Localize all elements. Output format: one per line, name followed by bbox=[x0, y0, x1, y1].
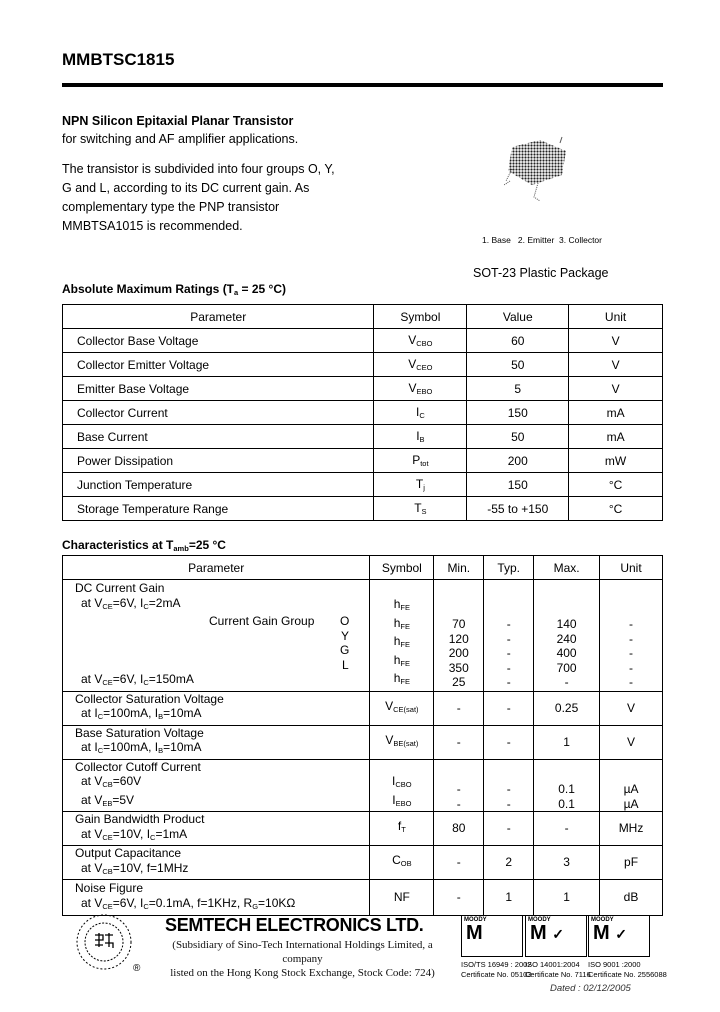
description-line: The transistor is subdivided into four groups O, Y, bbox=[62, 162, 335, 176]
company-name: SEMTECH ELECTRONICS LTD. bbox=[165, 915, 424, 935]
pin-labels: 1. Base 2. Emitter 3. Collector bbox=[482, 235, 602, 245]
table-header-row bbox=[63, 556, 663, 580]
cert-badge-iso-ts16949: MOODY M bbox=[461, 915, 523, 957]
table-row: Storage Temperature Range $T_S$ -55 to +150 °C bbox=[63, 497, 663, 521]
product-subline: for switching and AF amplifier applications. bbox=[62, 132, 299, 146]
absolute-max-ratings-table bbox=[62, 304, 663, 521]
package-name: SOT-23 Plastic Package bbox=[473, 266, 609, 280]
intro-block bbox=[62, 112, 298, 148]
abs-max-title: Absolute Maximum Ratings ($T_a = 25$ °C) bbox=[62, 282, 287, 297]
header-parameter: Parameter bbox=[63, 556, 370, 580]
dated-label: Dated : 02/12/2005 bbox=[550, 983, 631, 994]
cert-label: ISO/TS 16949 : 2002 Certificate No. 05103 bbox=[461, 960, 532, 979]
characteristics-title: Characteristics at $T_{amb}=25$ °C bbox=[62, 538, 226, 553]
table-row-dc-gain: DC Current Gain at $V_{CE}=6V$, $I_C=2mA$ Current Gain Group O Y G L at $V_{CE}=6V$, $I_C=150mA$ $h_{FE}$ $h_{FE}$ $h_{FE}$ $h_{FE}$ $h_{FE}$ 70 120 200 350 25 - - - - - 140 240 400 700 - - - - - - bbox=[63, 580, 663, 692]
header-typ: Typ. bbox=[484, 556, 534, 580]
header-min: Min. bbox=[434, 556, 484, 580]
description bbox=[62, 160, 352, 236]
table-row: Power Dissipation $P_{tot}$ 200 mW bbox=[63, 449, 663, 473]
table-row: Collector Saturation Voltage at $I_C=100mA$, $I_B=10mA$ $V_{CE(sat)}$ - - 0.25 V bbox=[63, 691, 663, 725]
table-row: Collector Base Voltage $V_{CBO}$ 60 V bbox=[63, 329, 663, 353]
cert-label: ISO 9001 :2000 Certificate No. 2556088 bbox=[588, 960, 667, 979]
table-row-cutoff: Collector Cutoff Current at $V_{CB}=60V$ at $V_{EB}=5V$ $I_{CBO}$ $I_{EBO}$ - - - - 0.1 0.1 µA µA bbox=[63, 759, 663, 812]
semtech-logo-icon bbox=[75, 913, 133, 971]
sot23-package-image bbox=[500, 135, 580, 205]
table-row: Base Current $I_B$ 50 mA bbox=[63, 425, 663, 449]
table-row: Noise Figure at $V_{CE}=6V$, $I_C=0.1mA$, f=1KHz, $R_G=10K\Omega$ NF - 1 1 dB bbox=[63, 880, 663, 916]
table-row: Junction Temperature $T_j$ 150 °C bbox=[63, 473, 663, 497]
table-row: Gain Bandwidth Product at $V_{CE}=10V$, $I_C=1mA$ $f_T$ 80 - - MHz bbox=[63, 812, 663, 846]
company-subsidiary-note: (Subsidiary of Sino-Tech International Holdings Limited, a company listed on the Hong Kong Stock Exchange, Stock Code: 724) bbox=[170, 939, 435, 979]
description-line: complementary type the PNP transistor bbox=[62, 200, 280, 214]
header-unit: Unit bbox=[600, 556, 663, 580]
table-row: Base Saturation Voltage at $I_C=100mA$, $I_B=10mA$ $V_{BE(sat)}$ - - 1 V bbox=[63, 725, 663, 759]
table-row: Output Capacitance at $V_{CB}=10V$, f=1MHz $C_{OB}$ - 2 3 pF bbox=[63, 846, 663, 880]
header-max: Max. bbox=[534, 556, 600, 580]
description-line: MMBTSA1015 is recommended. bbox=[62, 219, 243, 233]
document-title: MMBTSC1815 bbox=[62, 50, 175, 69]
title-rule bbox=[62, 83, 663, 87]
characteristics-table bbox=[62, 555, 663, 916]
table-row: Emitter Base Voltage $V_{EBO}$ 5 V bbox=[63, 377, 663, 401]
cert-label: ISO 14001:2004 Certificate No. 7116 bbox=[525, 960, 591, 979]
table-row: Collector Emitter Voltage $V_{CEO}$ 50 V bbox=[63, 353, 663, 377]
header-value: Value bbox=[467, 305, 569, 329]
header-symbol: Symbol bbox=[374, 305, 467, 329]
cert-badge-iso-9001: MOODY M ✓ bbox=[588, 915, 650, 957]
product-headline: NPN Silicon Epitaxial Planar Transistor bbox=[62, 114, 294, 128]
cert-badge-iso-14001: MOODY M ✓ bbox=[525, 915, 587, 957]
header-symbol: Symbol bbox=[370, 556, 434, 580]
table-row: Collector Current $I_C$ 150 mA bbox=[63, 401, 663, 425]
registered-mark: ® bbox=[133, 963, 141, 974]
table-header-row bbox=[63, 305, 663, 329]
header-parameter: Parameter bbox=[63, 305, 374, 329]
header-unit: Unit bbox=[569, 305, 663, 329]
description-line: G and L, according to its DC current gain. As bbox=[62, 181, 310, 195]
